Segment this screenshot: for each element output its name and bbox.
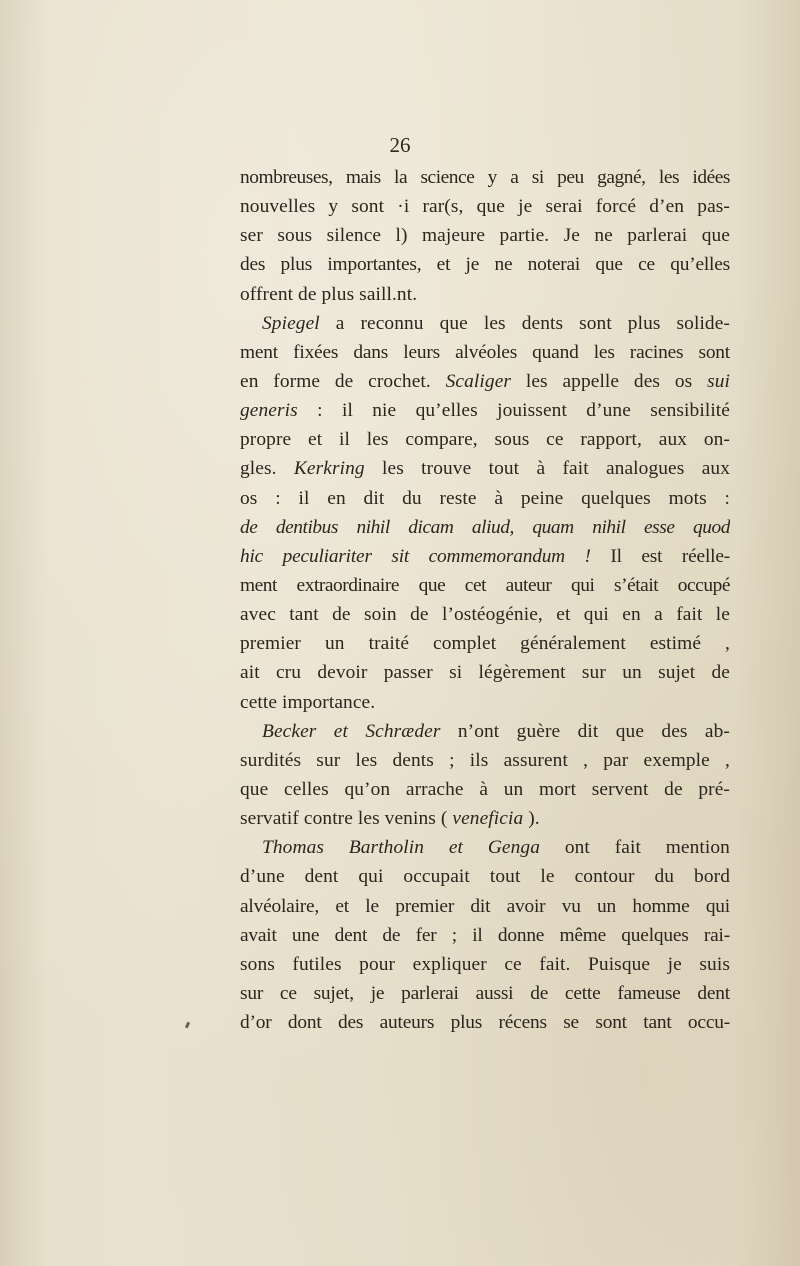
- text-line: [240, 746, 730, 775]
- text-line: [240, 1008, 730, 1037]
- text-line: [240, 688, 730, 717]
- text-segment: d’une dent qui occupait tout le contour du bord: [240, 866, 730, 888]
- text-segment: en forme de crochet.: [240, 370, 446, 392]
- text-line: [240, 280, 730, 309]
- text-segment: ment extraordinaire que cet auteur qui s’était occupé: [240, 574, 730, 596]
- italic-text: de dentibus nihil dicam aliud, quam nihil esse quod: [240, 516, 730, 538]
- text-line: [240, 833, 730, 862]
- italic-text: generis: [240, 400, 298, 422]
- text-segment: nombreuses, mais la science y a si peu gagné, les idées: [240, 167, 730, 188]
- text-segment: Il est réelle-: [590, 545, 730, 567]
- text-line: [240, 717, 730, 746]
- text-line: [240, 367, 730, 396]
- text-segment: ont fait mention: [540, 837, 730, 859]
- text-line: [240, 338, 730, 367]
- text-segment: a reconnu que les dents sont plus solide-: [319, 312, 730, 334]
- text-segment: gles.: [240, 458, 294, 480]
- text-segment: d’or dont des auteurs plus récens se sont tant occu-: [240, 1012, 730, 1034]
- text-segment: surdités sur les dents ; ils assurent , par exemple ,: [240, 749, 730, 771]
- text-line: [240, 425, 730, 454]
- italic-text: Spiegel: [262, 312, 320, 334]
- body-text: [240, 163, 730, 1037]
- text-segment: os : il en dit du reste à peine quelques mots :: [240, 487, 730, 509]
- text-line: [240, 892, 730, 921]
- text-line: [240, 629, 730, 658]
- text-line: [240, 484, 730, 513]
- italic-text: veneficia: [452, 808, 524, 830]
- italic-text: Becker et Schræder: [262, 720, 441, 742]
- page-number: 26: [389, 133, 411, 157]
- text-line: [240, 950, 730, 979]
- text-line: [240, 979, 730, 1008]
- text-line: [240, 804, 730, 833]
- text-line: [240, 775, 730, 804]
- text-line: [240, 163, 730, 192]
- italic-text: sui: [707, 370, 730, 392]
- text-segment: servatif contre les venins (: [240, 808, 453, 830]
- text-segment: propre et il les compare, sous ce rapport, aux on-: [240, 429, 730, 451]
- text-line: [240, 600, 730, 629]
- italic-text: hic peculiariter sit commemorandum !: [240, 545, 591, 567]
- text-line: [240, 192, 730, 221]
- text-segment: cette importance.: [240, 691, 376, 713]
- text-line: [240, 571, 730, 600]
- text-segment: que celles qu’on arrache à un mort servent de pré-: [240, 778, 730, 800]
- text-segment: sur ce sujet, je parlerai aussi de cette fameuse dent: [240, 982, 730, 1004]
- text-segment: ).: [523, 808, 540, 830]
- text-line: [240, 221, 730, 250]
- text-segment: : il nie qu’elles jouissent d’une sensibilité: [297, 400, 730, 422]
- text-line: [240, 542, 730, 571]
- ink-speck: [185, 1022, 190, 1029]
- text-segment: les appelle des os: [511, 370, 708, 392]
- text-segment: n’ont guère dit que des ab-: [440, 720, 730, 742]
- text-line: [240, 658, 730, 687]
- text-segment: avec tant de soin de l’ostéogénie, et qui en a fait le: [240, 604, 730, 626]
- text-segment: ait cru devoir passer si légèrement sur un sujet de: [240, 662, 730, 684]
- text-line: [240, 250, 730, 279]
- text-line: [240, 309, 730, 338]
- italic-text: Kerkring: [293, 458, 365, 480]
- text-segment: des plus importantes, et je ne noterai que ce qu’elles: [240, 254, 730, 276]
- text-segment: avait une dent de fer ; il donne même quelques rai-: [240, 924, 730, 946]
- text-segment: sons futiles pour expliquer ce fait. Puisque je suis: [240, 953, 730, 975]
- text-line: [240, 454, 730, 483]
- text-line: [240, 396, 730, 425]
- text-line: [240, 513, 730, 542]
- text-segment: ment fixées dans leurs alvéoles quand les racines sont: [240, 341, 730, 363]
- italic-text: Thomas Bartholin et Genga: [262, 837, 541, 859]
- text-line: [240, 862, 730, 891]
- text-segment: nouvelles y sont ·i rar(s, que je serai forcé d’en pas-: [240, 196, 730, 218]
- italic-text: Scaliger: [445, 370, 512, 392]
- text-segment: ser sous silence l) majeure partie. Je ne parlerai que: [240, 225, 730, 247]
- text-segment: les trouve tout à fait analogues aux: [364, 458, 730, 480]
- text-segment: offrent de plus saill.nt.: [240, 283, 418, 305]
- text-segment: alvéolaire, et le premier dit avoir vu un homme qui: [240, 895, 730, 917]
- text-line: [240, 921, 730, 950]
- text-segment: premier un traité complet généralement estimé ,: [240, 633, 730, 655]
